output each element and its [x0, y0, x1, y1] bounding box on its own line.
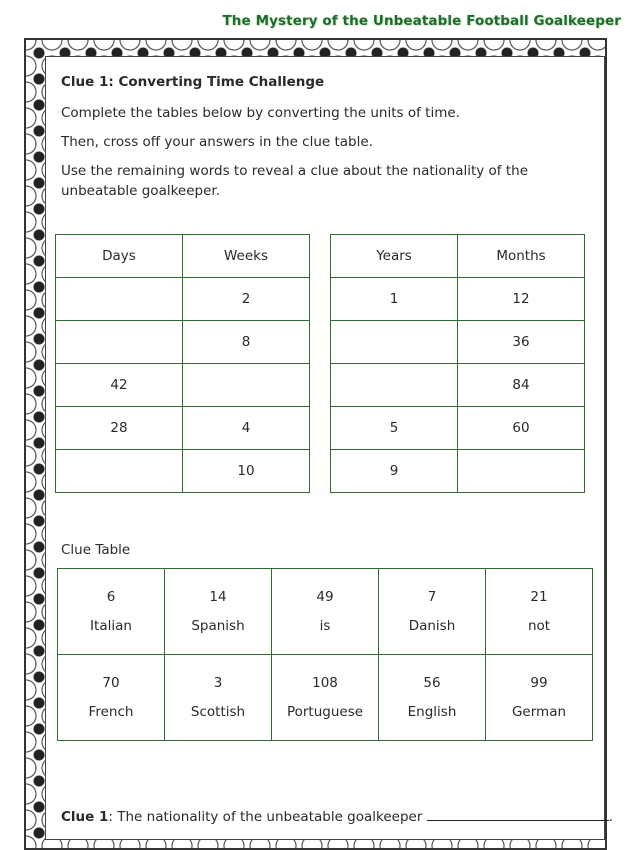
cell[interactable]: 1: [331, 278, 458, 321]
cell[interactable]: 2: [183, 278, 310, 321]
cell[interactable]: 28: [56, 407, 183, 450]
instruction-1: Complete the tables below by converting the units of time.: [61, 105, 460, 121]
cell[interactable]: 84: [458, 364, 585, 407]
cell[interactable]: [331, 321, 458, 364]
instruction-2: Then, cross off your answers in the clue table.: [61, 134, 373, 150]
clue-cell[interactable]: [58, 569, 165, 655]
clue-number: 7: [427, 588, 437, 605]
cell[interactable]: 42: [56, 364, 183, 407]
cell[interactable]: [331, 364, 458, 407]
cell[interactable]: 60: [458, 407, 585, 450]
clue-number: 14: [209, 588, 227, 605]
cell[interactable]: 36: [458, 321, 585, 364]
final-answer-line: [61, 808, 613, 825]
clue-cell[interactable]: [486, 655, 593, 741]
clue-table: [57, 568, 593, 741]
final-end: .: [608, 809, 613, 825]
final-label: Clue 1: [61, 809, 109, 825]
header-years: Years: [331, 235, 458, 278]
final-text: : The nationality of the unbeatable goalkeeper: [108, 809, 427, 825]
cell[interactable]: [56, 450, 183, 493]
header-days: Days: [56, 235, 183, 278]
clue-cell[interactable]: [165, 569, 272, 655]
clue-word: French: [88, 703, 134, 720]
header-months: Months: [458, 235, 585, 278]
clue-word: Danish: [408, 617, 456, 634]
years-months-table: [330, 234, 585, 493]
cell[interactable]: [56, 321, 183, 364]
cell[interactable]: 12: [458, 278, 585, 321]
cell[interactable]: [56, 278, 183, 321]
clue-word: English: [407, 703, 457, 720]
clue-number: 70: [102, 674, 120, 691]
days-weeks-table: [55, 234, 310, 493]
clue-number: 3: [213, 674, 223, 691]
clue-cell[interactable]: [272, 655, 379, 741]
clue-cell[interactable]: [379, 655, 486, 741]
clue-heading: Clue 1: Converting Time Challenge: [61, 74, 325, 90]
cell[interactable]: 8: [183, 321, 310, 364]
cell[interactable]: 10: [183, 450, 310, 493]
cell[interactable]: [183, 364, 310, 407]
header-weeks: Weeks: [183, 235, 310, 278]
clue-word: is: [319, 617, 331, 634]
clue-word: not: [527, 617, 551, 634]
clue-word: Spanish: [191, 617, 245, 634]
clue-word: Italian: [90, 617, 132, 634]
clue-cell[interactable]: [486, 569, 593, 655]
clue-word: Portuguese: [286, 703, 364, 720]
instruction-3: Use the remaining words to reveal a clue about the nationality of the unbeatable goalkeeper.: [61, 163, 529, 199]
clue-table-label: Clue Table: [61, 542, 131, 558]
clue-number: 6: [106, 588, 116, 605]
clue-word: German: [511, 703, 567, 720]
cell[interactable]: 5: [331, 407, 458, 450]
clue-cell[interactable]: [272, 569, 379, 655]
cell[interactable]: [458, 450, 585, 493]
clue-word: Scottish: [190, 703, 246, 720]
clue-number: 21: [530, 588, 548, 605]
clue-number: 56: [423, 674, 441, 691]
cell[interactable]: 4: [183, 407, 310, 450]
clue-cell[interactable]: [379, 569, 486, 655]
cell[interactable]: 9: [331, 450, 458, 493]
clue-number: 49: [316, 588, 334, 605]
clue-cell[interactable]: [165, 655, 272, 741]
clue-number: 108: [312, 674, 338, 691]
answer-blank[interactable]: [427, 808, 609, 821]
clue-number: 99: [530, 674, 548, 691]
page-title: The Mystery of the Unbeatable Football Goalkeeper: [222, 13, 621, 29]
clue-cell[interactable]: [58, 655, 165, 741]
